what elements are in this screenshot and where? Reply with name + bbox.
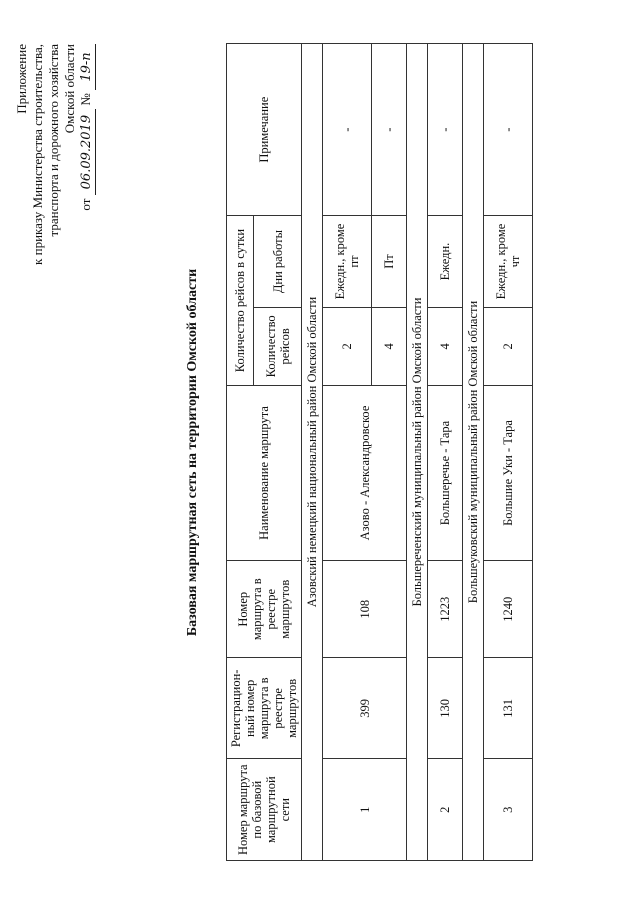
appendix-line: Приложение [14,44,29,114]
appendix-block [14,44,96,265]
table-row [428,44,463,861]
cell-days: Пт [372,216,407,308]
cell-name: Большеречье - Тара [428,385,463,560]
table-row [323,44,372,861]
number-label: № [78,93,93,106]
cell-trips: 2 [323,307,372,385]
cell-trips: 4 [372,307,407,385]
cell-days: Ежедн. [428,216,463,308]
cell-num: 3 [484,759,533,861]
cell-route: 1240 [484,561,533,658]
cell-days: Ежедн., кроме чт [484,216,533,308]
routes-table [226,43,533,861]
cell-reg: 131 [484,658,533,759]
order-number: 19-п [79,44,96,90]
cell-name: Большие Уки - Тара [484,385,533,560]
cell-route: 1223 [428,561,463,658]
cell-trips: 2 [484,307,533,385]
header-note: Примечание [227,44,302,216]
appendix-line: к приказу Министерства строительства, [30,44,45,265]
region-name: Большеуковский муниципальный район Омской области [463,44,484,861]
header-trips-count: Количество рейсов [254,307,302,385]
cell-num: 2 [428,759,463,861]
cell-name: Азово - Александровское [323,385,407,560]
table-row [484,44,533,861]
cell-num: 1 [323,759,407,861]
appendix-line: транспорта и дорожного хозяйства [46,44,61,237]
cell-route: 108 [323,561,407,658]
cell-trips: 4 [428,307,463,385]
header-route-num-registry: Номер маршрута в реестре маршрутов [227,561,302,658]
cell-note: - [372,44,407,216]
header-trips-per-day: Количество рейсов в сутки [227,216,254,386]
header-work-days: Дни работы [254,216,302,308]
region-name: Азовский немецкий национальный район Омской области [302,44,323,861]
header-route-name: Наименование маршрута [227,385,302,560]
order-line [78,44,96,265]
order-date: 06.09.2019 [79,109,96,195]
region-name: Большереченский муниципальный район Омской области [407,44,428,861]
document-title: Базовая маршрутная сеть на территории Омской области [185,268,200,637]
region-row [302,44,323,861]
cell-days: Ежедн., кроме пт [323,216,372,308]
region-row [407,44,428,861]
cell-note: - [428,44,463,216]
header-reg-num: Регистрацион-ный номер маршрута в реестре маршрутов [227,658,302,759]
appendix-line: Омской области [62,44,77,134]
header-route-num-base: Номер маршрута по базовой маршрутной сети [227,759,302,861]
from-label: от [78,198,93,211]
cell-note: - [484,44,533,216]
cell-reg: 130 [428,658,463,759]
cell-reg: 399 [323,658,407,759]
region-row [463,44,484,861]
cell-note: - [323,44,372,216]
